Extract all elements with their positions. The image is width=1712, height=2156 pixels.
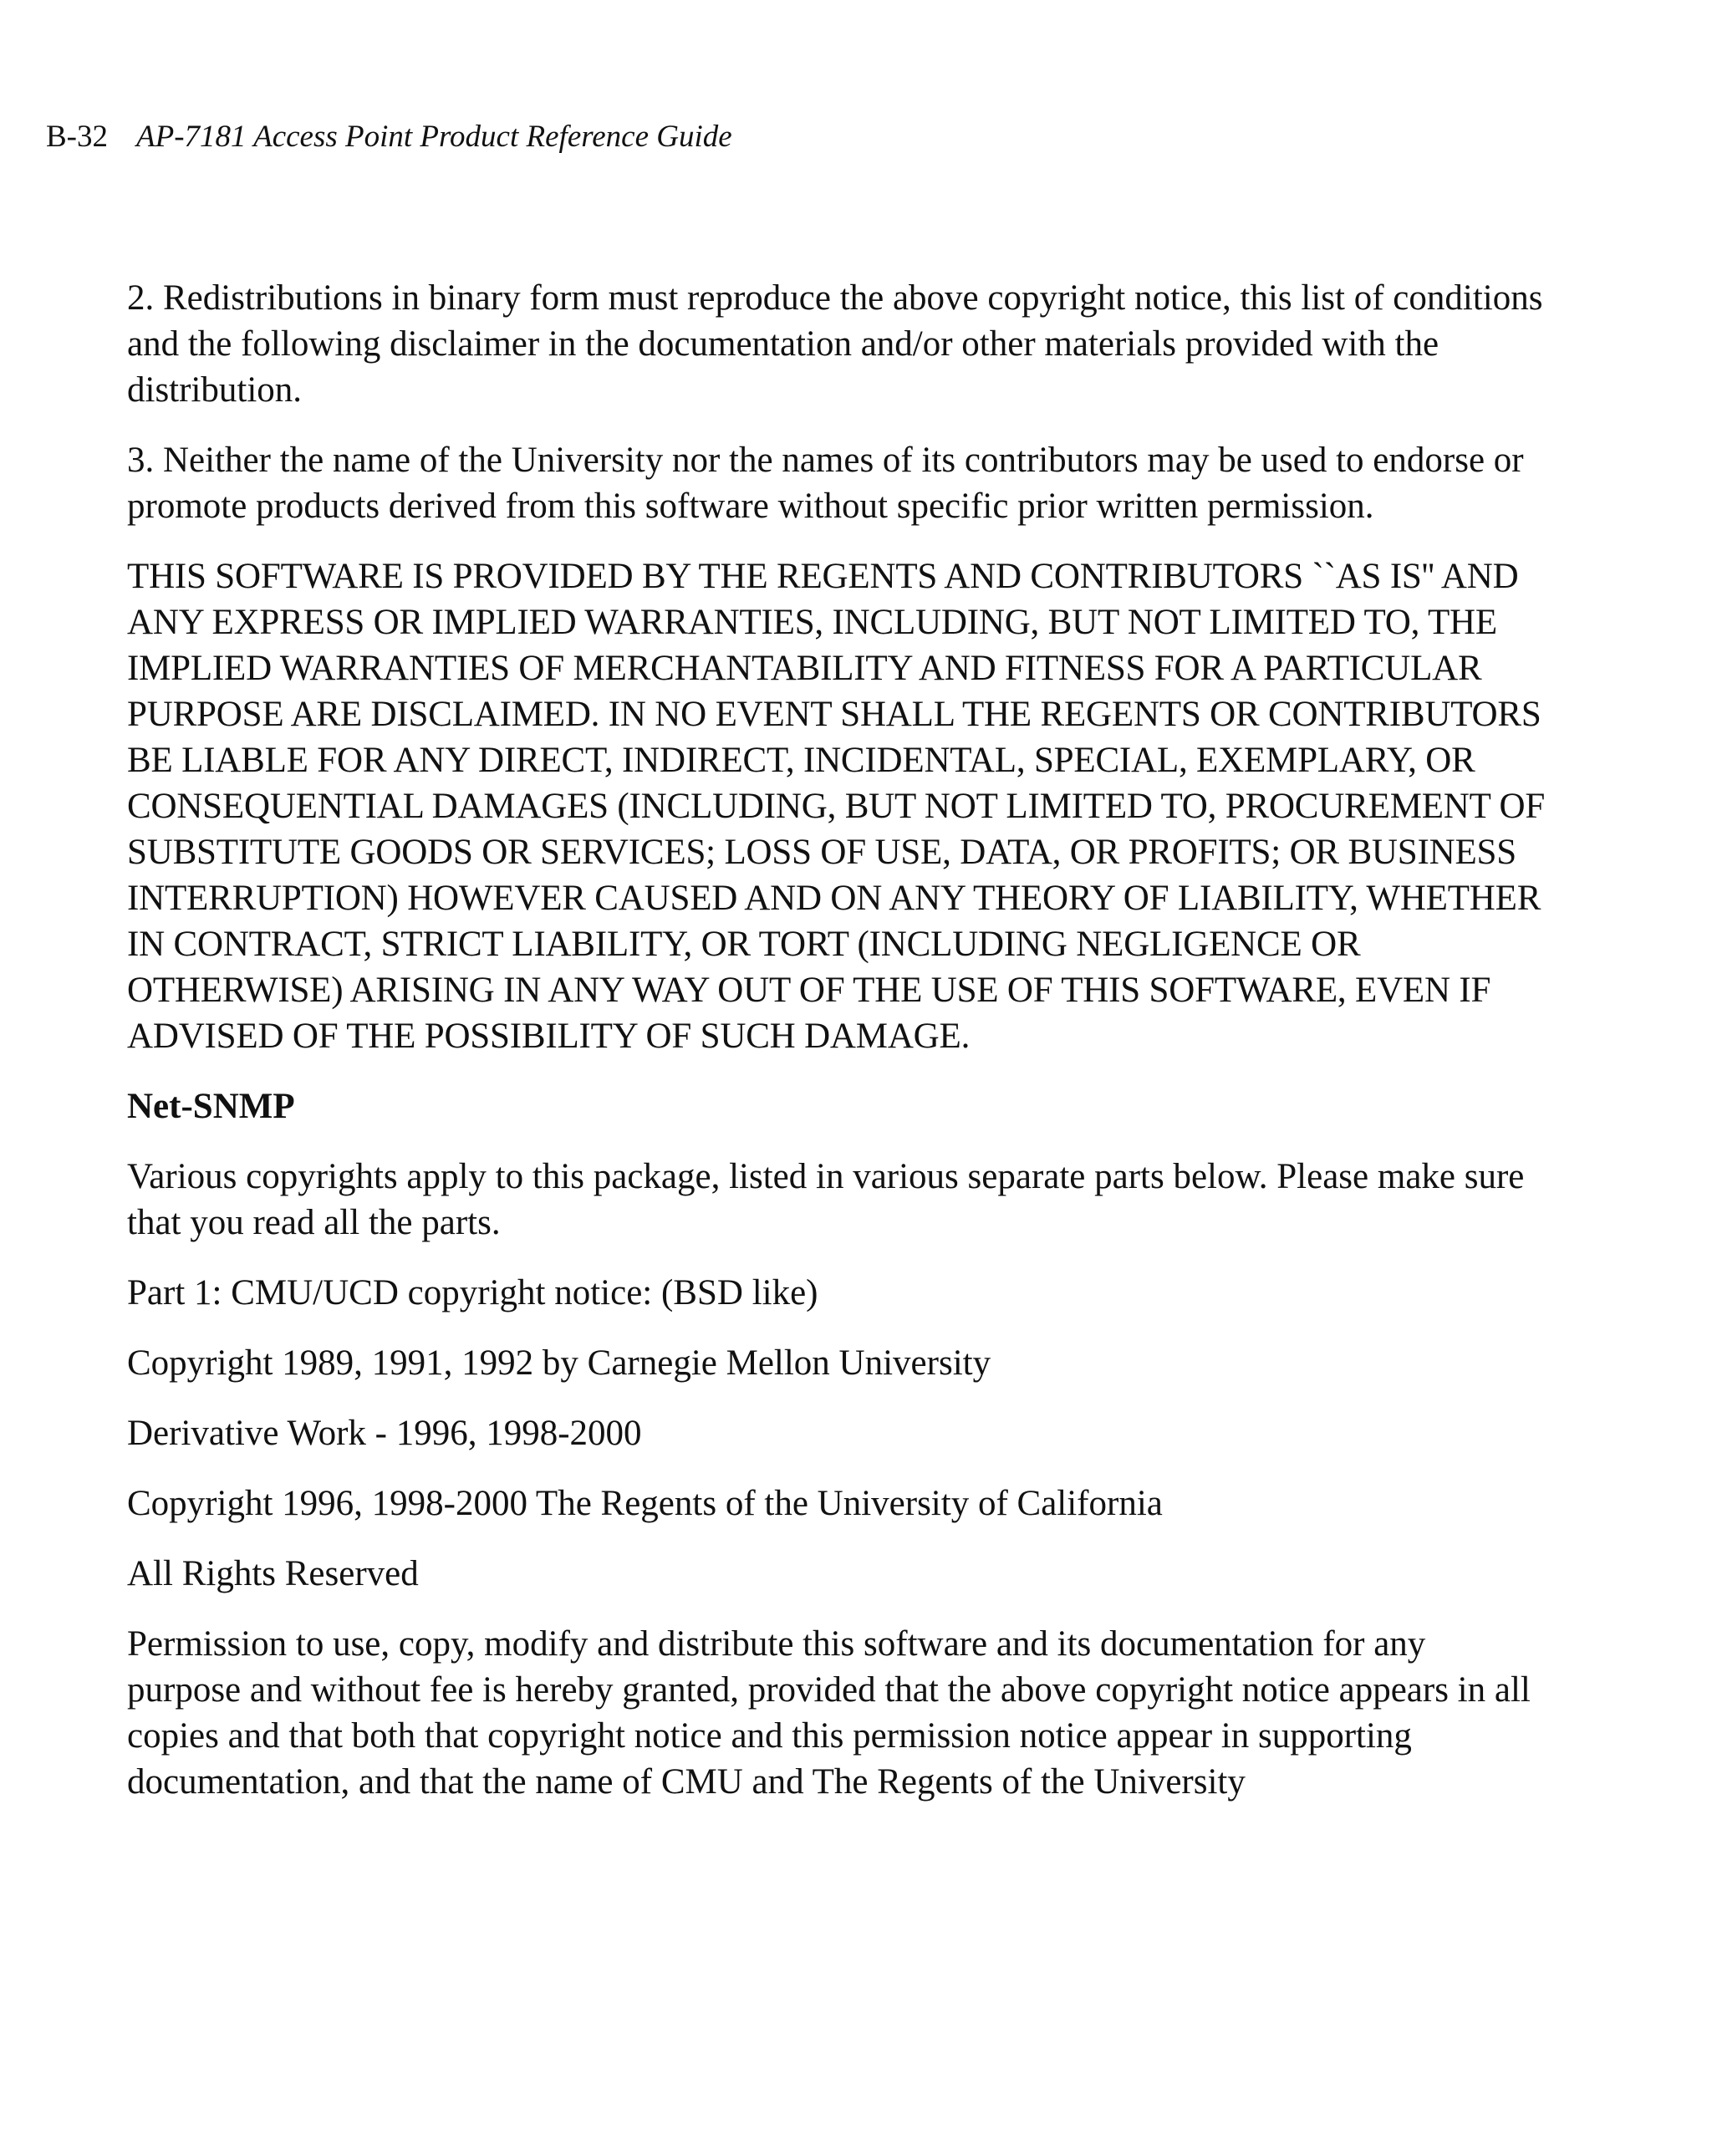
paragraph-rights: All Rights Reserved [127,1554,419,1593]
paragraph-permission: Permission to use, copy, modify and distribute this software and its documentation for any purpose and without fee is hereby granted, provided that the above copyright notice appears in all copies and that both that copyright notice and this permission notice appear in supporting documentation, and that the name of CMU and The Regents of the University [127,1624,1531,1802]
document-title: AP-7181 Access Point Product Reference Guide [136,120,732,154]
running-header [46,117,732,157]
page-number: B-32 [46,120,108,154]
paragraph-various: Various copyrights apply to this package, listed in various separate parts below. Please make sure that you read all the parts. [127,1157,1525,1242]
paragraph-copyright-cmu: Copyright 1989, 1991, 1992 by Carnegie Mellon University [127,1343,991,1383]
paragraph-copyright-regents: Copyright 1996, 1998-2000 The Regents of the University of California [127,1484,1163,1523]
paragraph-derivative: Derivative Work - 1996, 1998-2000 [127,1414,642,1453]
paragraph-redistribution: 2. Redistributions in binary form must reproduce the above copyright notice, this list of conditions and the following disclaimer in the documentation and/or other materials provided with the distribution. [127,278,1543,410]
section-heading-netsnmp: Net-SNMP [127,1087,295,1126]
paragraph-disclaimer: THIS SOFTWARE IS PROVIDED BY THE REGENTS AND CONTRIBUTORS ``AS IS'' AND ANY EXPRESS OR IMPLIED WARRANTIES, INCLUDING, BUT NOT LIMITED TO, THE IMPLIED WARRANTIES OF MERCHANTABILITY AND FITNESS FOR A PARTICULAR PURPOSE ARE DISCLAIMED. IN NO EVENT SHALL THE REGENTS OR CONTRIBUTORS BE LIABLE FOR ANY DIRECT, INDIRECT, INCIDENTAL, SPECIAL, EXEMPLARY, OR CONSEQUENTIAL DAMAGES (INCLUDING, BUT NOT LIMITED TO, PROCUREMENT OF SUBSTITUTE GOODS OR SERVICES; LOSS OF USE, DATA, OR PROFITS; OR BUSINESS INTERRUPTION) HOWEVER CAUSED AND ON ANY THEORY OF LIABILITY, WHETHER IN CONTRACT, STRICT LIABILITY, OR TORT (INCLUDING NEGLIGENCE OR OTHERWISE) ARISING IN ANY WAY OUT OF THE USE OF THIS SOFTWARE, EVEN IF ADVISED OF THE POSSIBILITY OF SUCH DAMAGE. [127,557,1546,1056]
paragraph-neither: 3. Neither the name of the University nor the names of its contributors may be used to endorse or promote products derived from this software without specific prior written permission. [127,441,1524,526]
page-content [127,275,1548,1829]
paragraph-part1: Part 1: CMU/UCD copyright notice: (BSD like) [127,1273,818,1312]
